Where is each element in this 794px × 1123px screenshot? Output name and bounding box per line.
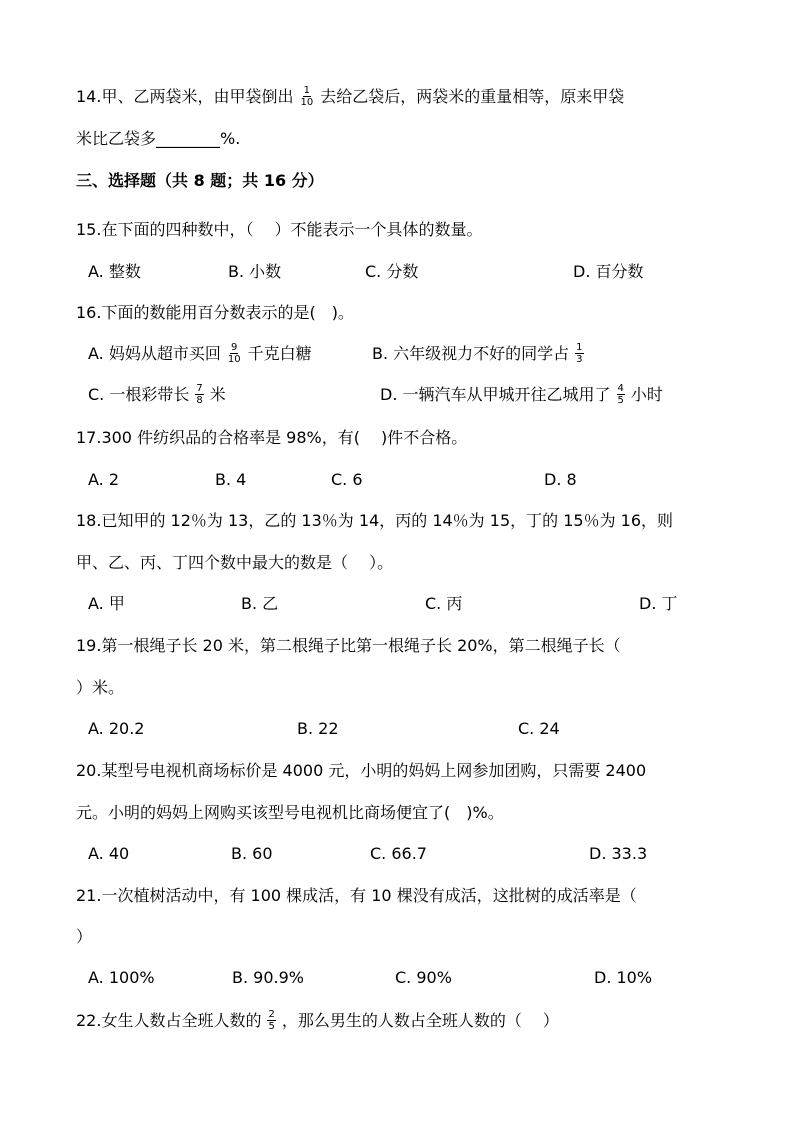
q17-option-b[interactable]: B. 4 [215,470,247,489]
q21-option-c[interactable]: C. 90% [395,968,452,987]
q14-text-a: 14.甲、乙两袋米，由甲袋倒出 [76,87,294,106]
q16-option-a[interactable]: A. 妈妈从超市买回 $\frac{9}{10}$ 千克白糖 [88,342,312,365]
q16-option-d[interactable]: D. 一辆汽车从甲城开往乙城用了 $\frac{4}{5}$ 小时 [380,383,663,406]
q21-line-2: ） [76,927,93,946]
q14-fraction: $\frac{1}{10}$ [300,85,314,108]
q14-text-b: 去给乙袋后，两袋米的重量相等，原来甲袋 [320,87,625,106]
q21-option-a[interactable]: A. 100% [88,968,155,987]
q16-c-fraction: $\frac{7}{8}$ [196,383,203,406]
q19-option-c[interactable]: C. 24 [518,719,560,738]
q17-stem: 17.300 件纺织品的合格率是 98%，有( )件不合格。 [76,428,468,447]
q21-option-d[interactable]: D. 10% [594,968,653,987]
q20-line-2: 元。小明的妈妈上网购买该型号电视机比商场便宜了( )%。 [76,803,504,822]
q15-stem: 15.在下面的四种数中，（ ）不能表示一个具体的数量。 [76,220,483,239]
section-3-title: 三、选择题（共 8 题；共 16 分） [76,171,324,190]
q20-option-d[interactable]: D. 33.3 [589,844,648,863]
q16-option-c[interactable]: C. 一根彩带长 $\frac{7}{8}$ 米 [88,383,226,406]
q21-option-b[interactable]: B. 90.9% [232,968,304,987]
q18-option-d[interactable]: D. 丁 [639,594,678,613]
q15-option-c[interactable]: C. 分数 [365,262,419,281]
q14-line-1 [76,86,624,109]
q16-d-fraction: $\frac{4}{5}$ [617,383,624,406]
q14-line-2: 米比乙袋多________%. [76,129,241,148]
q20-option-c[interactable]: C. 66.7 [370,844,427,863]
q20-option-b[interactable]: B. 60 [231,844,273,863]
q19-option-b[interactable]: B. 22 [297,719,339,738]
q15-option-a[interactable]: A. 整数 [88,262,141,281]
q22-fraction: $\frac{2}{5}$ [268,1009,275,1032]
q15-option-d[interactable]: D. 百分数 [573,262,644,281]
q15-option-b[interactable]: B. 小数 [228,262,282,281]
q16-a-fraction: $\frac{9}{10}$ [227,342,241,365]
q19-line-1: 19.第一根绳子长 20 米，第二根绳子比第一根绳子长 20%，第二根绳子长（ [76,636,621,655]
q18-option-c[interactable]: C. 丙 [425,594,463,613]
q16-b-fraction: $\frac{1}{3}$ [576,342,583,365]
q18-option-a[interactable]: A. 甲 [88,594,125,613]
q19-line-2: ）米。 [76,678,125,697]
q17-option-d[interactable]: D. 8 [544,470,577,489]
q17-option-a[interactable]: A. 2 [88,470,120,489]
q20-option-a[interactable]: A. 40 [88,844,130,863]
q17-option-c[interactable]: C. 6 [331,470,363,489]
q18-line-2: 甲、乙、丙、丁四个数中最大的数是（ ）。 [76,553,394,572]
q22-stem: 22.女生人数占全班人数的 $\frac{2}{5}$ ，那么男生的人数占全班人数的（ ） [76,1009,559,1032]
q16-stem: 16.下面的数能用百分数表示的是( )。 [76,303,354,322]
q21-line-1: 21.一次植树活动中，有 100 棵成活，有 10 棵没有成活，这批树的成活率是（ [76,886,637,905]
q18-option-b[interactable]: B. 乙 [241,594,279,613]
q16-option-b[interactable]: B. 六年级视力不好的同学占 $\frac{1}{3}$ [372,342,583,365]
q20-line-1: 20.某型号电视机商场标价是 4000 元，小明的妈妈上网参加团购，只需要 2400 [76,761,647,780]
q19-option-a[interactable]: A. 20.2 [88,719,145,738]
q18-line-1: 18.已知甲的 12％为 13，乙的 13％为 14，丙的 14％为 15，丁的 15％为 16，则 [76,511,674,530]
